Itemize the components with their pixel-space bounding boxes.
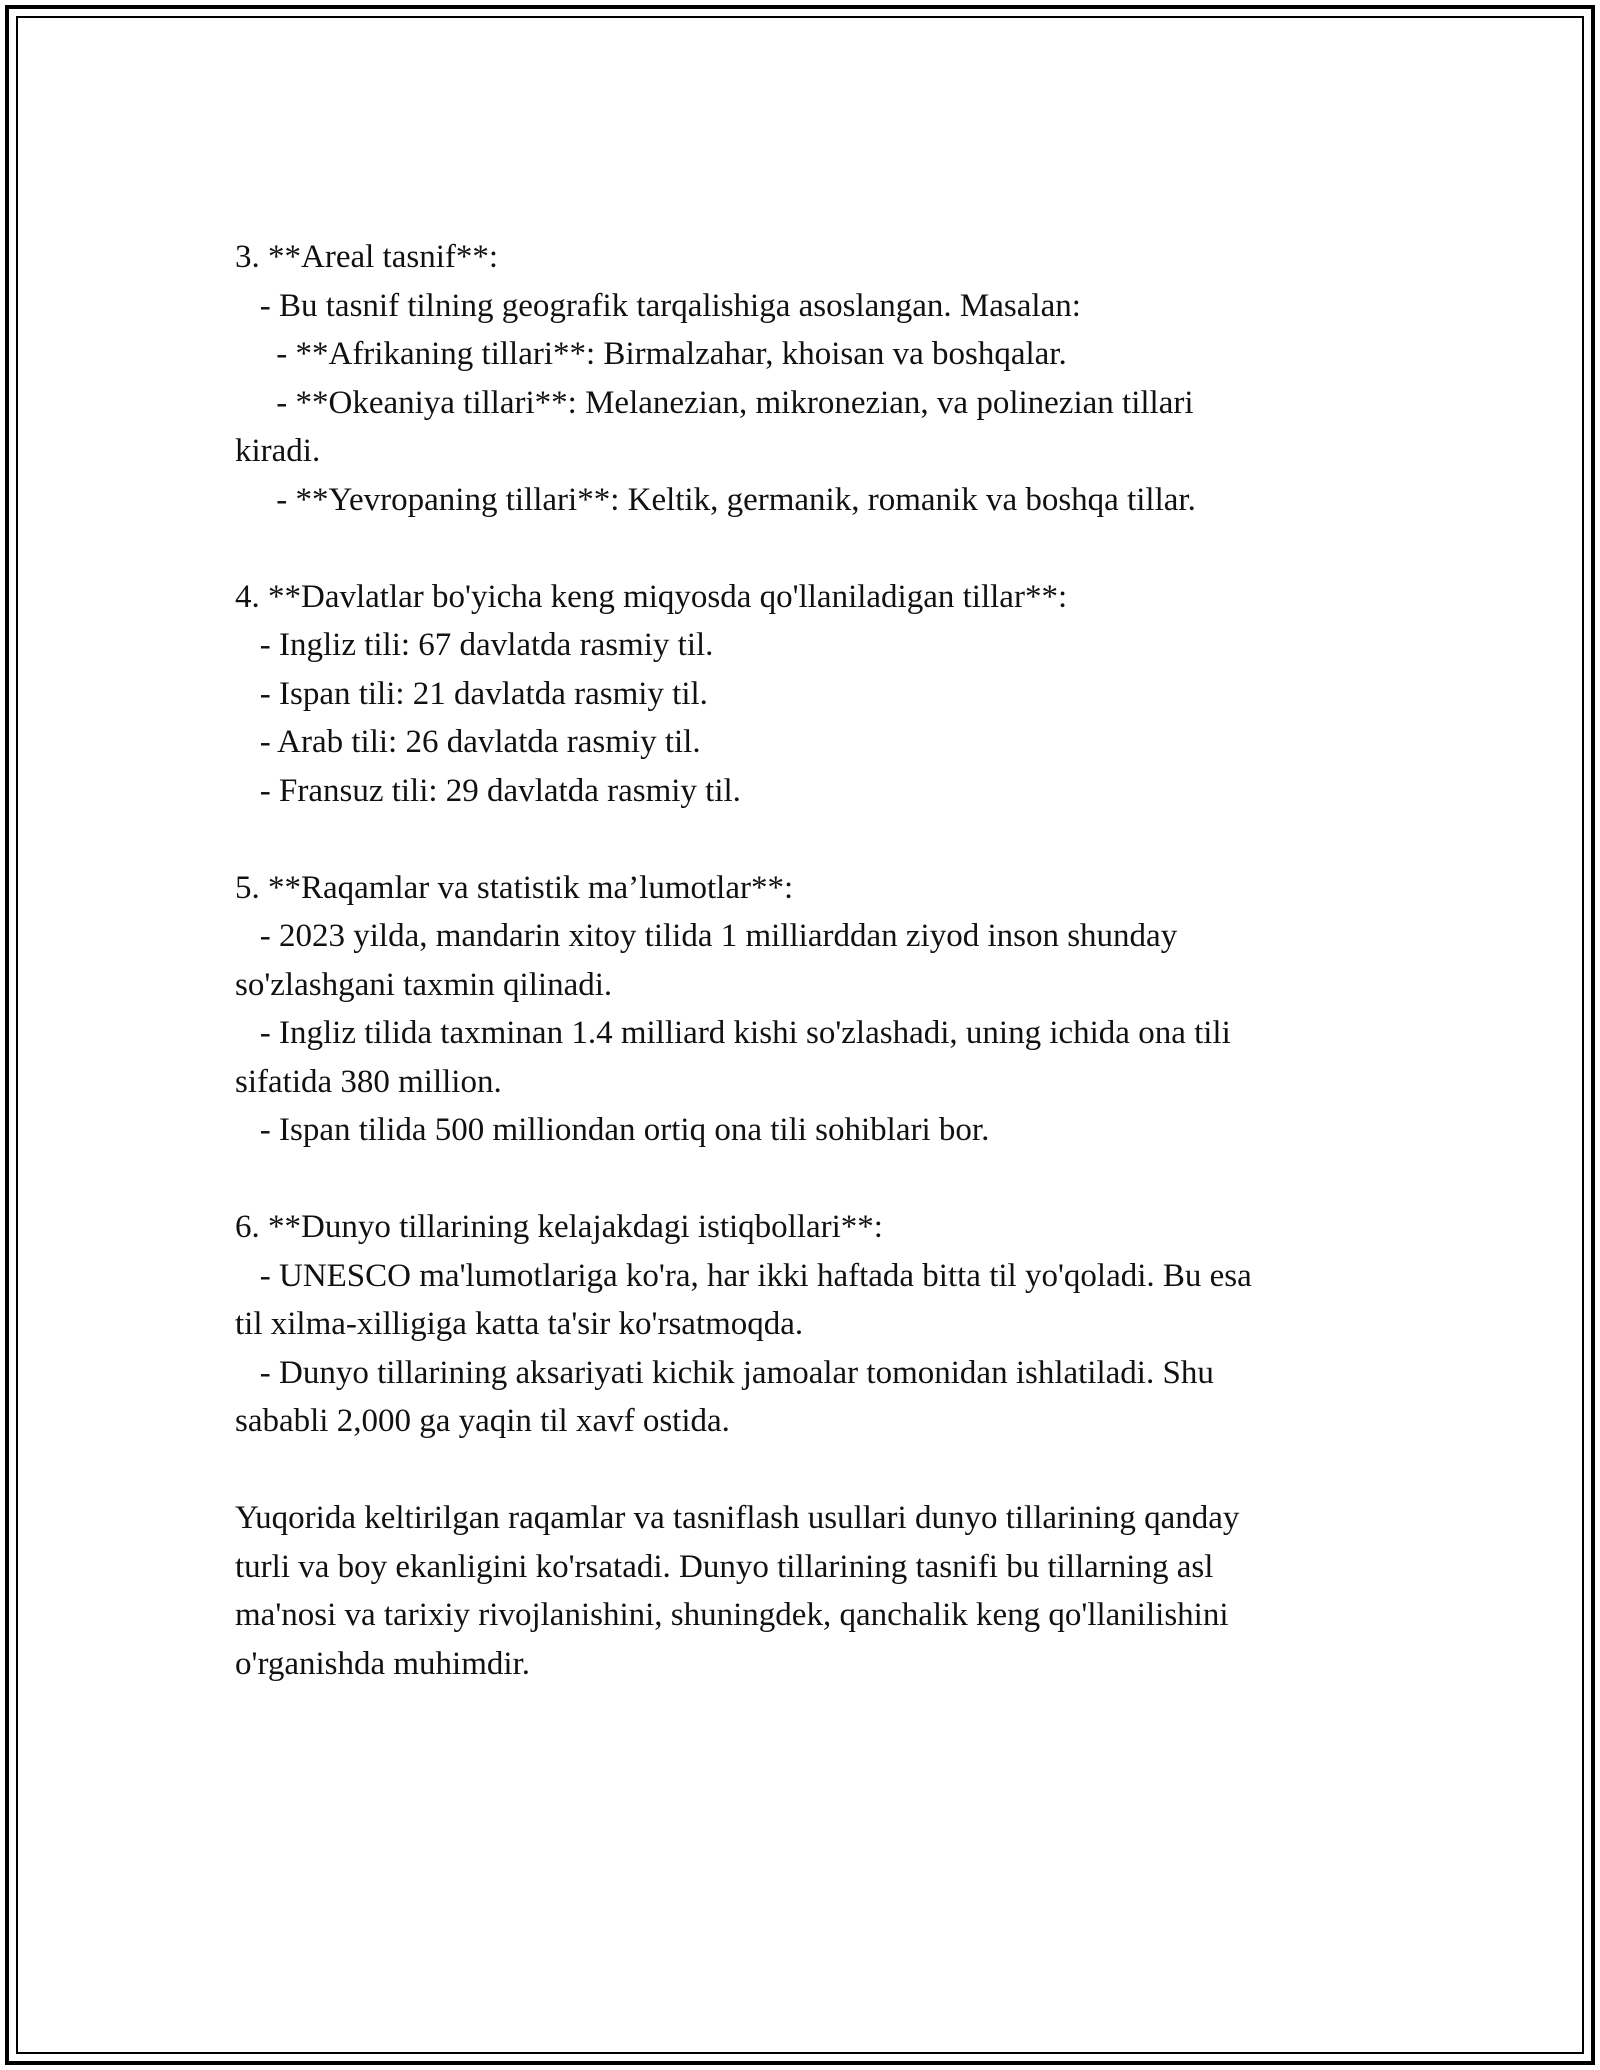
section-heading: 4. **Davlatlar bo'yicha keng miqyosda qo'llaniladigan tillar**: — [235, 578, 1068, 615]
list-item: - **Yevropaning tillari**: Keltik, germanik, romanik va boshqa tillar. — [235, 481, 1196, 518]
section-heading: 5. **Raqamlar va statistik ma’lumotlar**: — [235, 869, 794, 906]
list-item: - UNESCO ma'lumotlariga ko'ra, har ikki haftada bitta til yo'qoladi. Bu esa — [235, 1257, 1252, 1294]
list-item-continuation: sifatida 380 million. — [235, 1063, 502, 1100]
list-item-continuation: sababli 2,000 ga yaqin til xavf ostida. — [235, 1403, 730, 1439]
section-areal-classification — [235, 233, 1375, 524]
section-widely-used-languages — [235, 573, 1375, 816]
list-item-continuation: til xilma-xilligiga katta ta'sir ko'rsatmoqda. — [235, 1306, 804, 1342]
list-item: - **Afrikaning tillari**: Birmalzahar, khoisan va boshqalar. — [235, 336, 1067, 372]
paragraph-gap — [235, 1155, 1375, 1204]
list-item-continuation: so'zlashgani taxmin qilinadi. — [235, 966, 613, 1003]
list-item: - Ingliz tili: 67 davlatda rasmiy til. — [235, 627, 714, 663]
list-item-continuation: kiradi. — [235, 433, 321, 469]
list-item: - Ispan tilida 500 milliondan ortiq ona tili sohiblari bor. — [235, 1112, 990, 1148]
section-statistics — [235, 864, 1375, 1155]
list-item: - **Okeaniya tillari**: Melanezian, mikronezian, va polinezian tillari — [235, 384, 1194, 421]
conclusion-paragraph — [235, 1494, 1375, 1688]
section-heading: 3. **Areal tasnif**: — [235, 239, 499, 275]
list-item: - Dunyo tillarining aksariyati kichik jamoalar tomonidan ishlatiladi. Shu — [235, 1354, 1214, 1391]
list-item: - Arab tili: 26 davlatda rasmiy til. — [235, 724, 701, 760]
section-heading: 6. **Dunyo tillarining kelajakdagi istiqbollari**: — [235, 1209, 883, 1245]
section-future-prospects — [235, 1203, 1375, 1446]
list-item: - Ispan tili: 21 davlatda rasmiy til. — [235, 675, 708, 712]
list-item: - 2023 yilda, mandarin xitoy tilida 1 milliarddan ziyod inson shunday — [235, 918, 1178, 954]
paragraph-gap — [235, 524, 1375, 573]
paragraph-line: Yuqorida keltirilgan raqamlar va tasniflash usullari dunyo tillarining qanday — [235, 1500, 1240, 1536]
paragraph-line: o'rganishda muhimdir. — [235, 1645, 530, 1682]
paragraph-gap — [235, 1446, 1375, 1495]
list-item: - Ingliz tilida taxminan 1.4 milliard kishi so'zlashadi, uning ichida ona tili — [235, 1015, 1231, 1051]
list-item: - Bu tasnif tilning geografik tarqalishiga asoslangan. Masalan: — [235, 287, 1081, 324]
paragraph-line: ma'nosi va tarixiy rivojlanishini, shuningdek, qanchalik keng qo'llanilishini — [235, 1597, 1229, 1633]
paragraph-line: turli va boy ekanligini ko'rsatadi. Dunyo tillarining tasnifi bu tillarning asl — [235, 1548, 1214, 1585]
document-body — [235, 233, 1375, 1688]
list-item: - Fransuz tili: 29 davlatda rasmiy til. — [235, 772, 741, 809]
paragraph-gap — [235, 815, 1375, 864]
